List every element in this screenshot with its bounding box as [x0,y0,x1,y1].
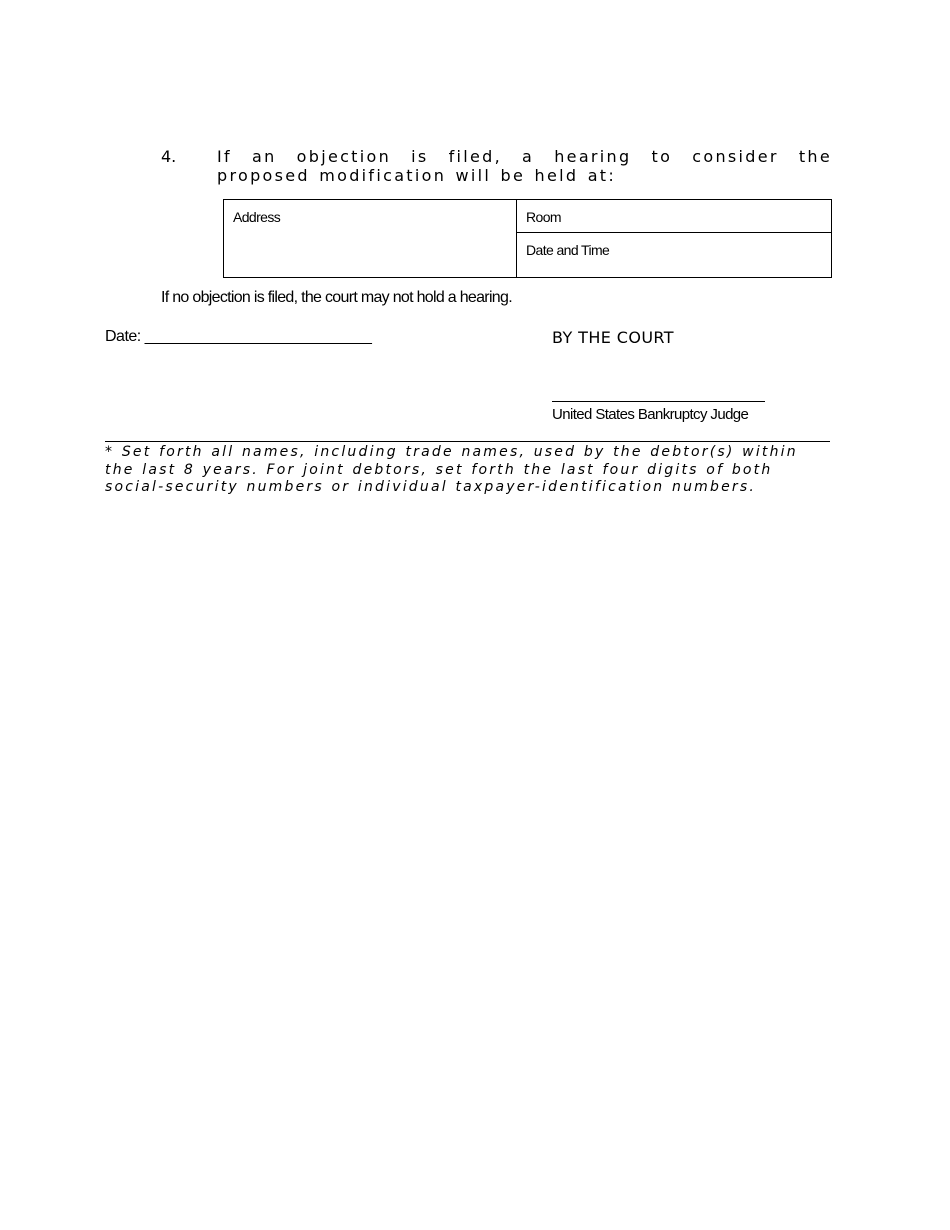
room-cell[interactable] [517,200,831,233]
hearing-clause-text: If an objection is filed, a hearing to consider the proposed modification will be held at: [217,147,832,185]
address-cell[interactable] [224,200,517,277]
date-field[interactable]: Date: ___________________________ [105,328,372,345]
room-label: Room [526,209,561,225]
date-time-label: Date and Time [526,242,610,258]
by-the-court-heading: BY THE COURT [552,328,674,347]
hearing-location-table [223,199,832,278]
judge-signature-line[interactable] [552,387,765,402]
date-time-cell[interactable] [517,233,831,277]
footnote-divider [105,441,830,442]
no-objection-notice: If no objection is filed, the court may not hold a hearing. [161,289,512,306]
item-number: 4. [161,147,177,166]
judge-title: United States Bankruptcy Judge [552,406,749,423]
footnote-text: * Set forth all names, including trade names, used by the debtor(s) within the last 8 years. For joint debtors, set forth the last four digits of both social-security numbers or individual taxpayer-identification numbers. [105,444,798,495]
address-label: Address [233,209,281,225]
